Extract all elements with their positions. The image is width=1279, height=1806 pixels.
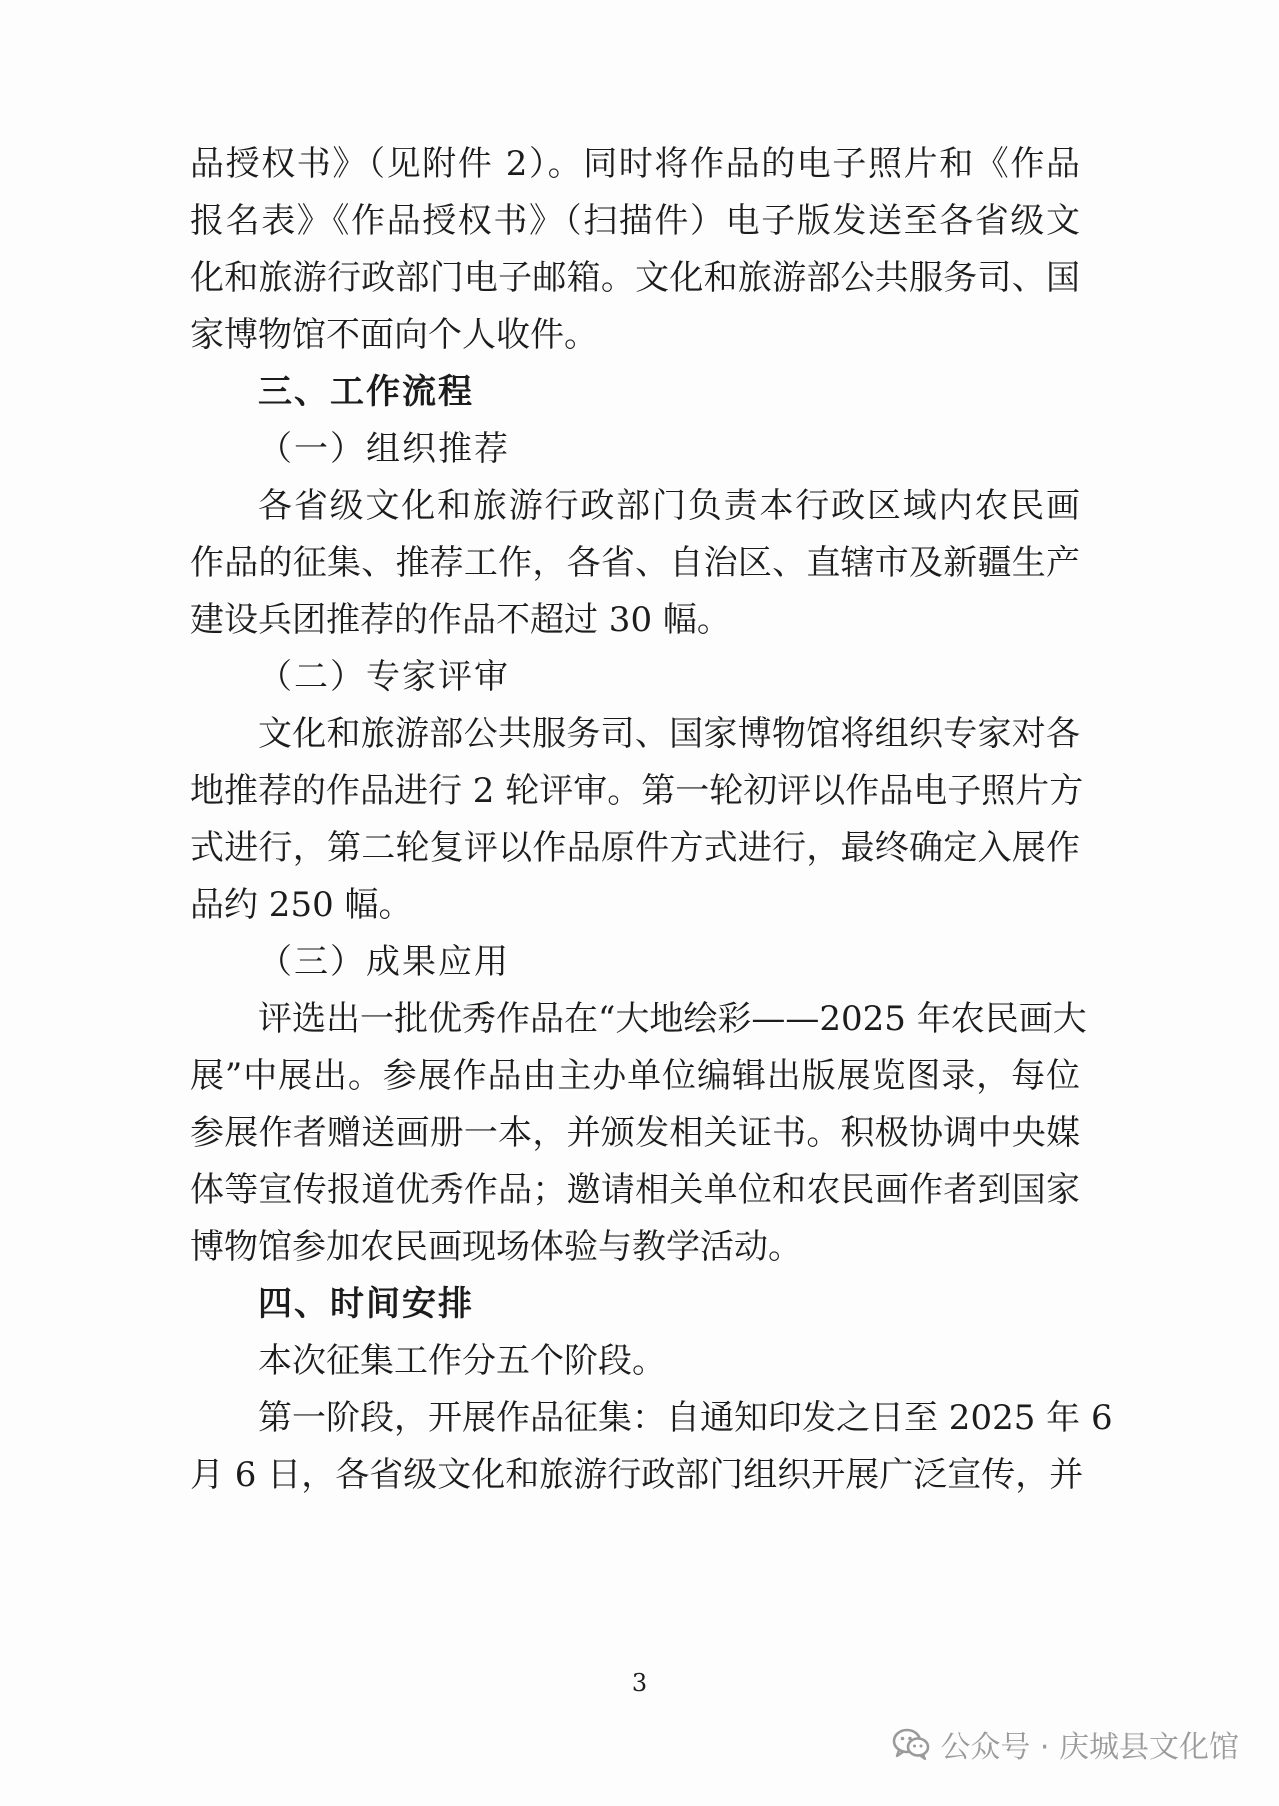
- paragraph-line: 品约 250 幅。: [190, 885, 413, 925]
- subsection-heading: （一）组织推荐: [258, 429, 510, 469]
- paragraph-line: 建设兵团推荐的作品不超过 30 幅。: [190, 600, 731, 640]
- paragraph-line: 参展作者赠送画册一本，并颁发相关证书。积极协调中央媒: [190, 1113, 1080, 1153]
- paragraph-line: 本次征集工作分五个阶段。: [258, 1341, 666, 1381]
- wechat-icon: [892, 1728, 930, 1760]
- paragraph-line: 各省级文化和旅游行政部门负责本行政区域内农民画: [258, 486, 1080, 526]
- section-heading: 三、工作流程: [258, 372, 474, 412]
- paragraph-line: 第一阶段，开展作品征集：自通知印发之日至 2025 年 6: [258, 1398, 1113, 1438]
- watermark: [892, 1722, 1239, 1766]
- paragraph-line: 化和旅游行政部门电子邮箱。文化和旅游部公共服务司、国: [190, 258, 1080, 298]
- paragraph-line: 品授权书》（见附件 2）。同时将作品的电子照片和《作品: [190, 144, 1080, 184]
- paragraph-line: 月 6 日，各省级文化和旅游行政部门组织开展广泛宣传，并: [190, 1455, 1084, 1495]
- paragraph-line: 作品的征集、推荐工作，各省、自治区、直辖市及新疆生产: [190, 543, 1080, 583]
- paragraph-line: 文化和旅游部公共服务司、国家博物馆将组织专家对各: [258, 714, 1080, 754]
- paragraph-line: 展”中展出。参展作品由主办单位编辑出版展览图录，每位: [190, 1056, 1080, 1096]
- paragraph-line: 博物馆参加农民画现场体验与教学活动。: [190, 1227, 802, 1267]
- subsection-heading: （二）专家评审: [258, 657, 510, 697]
- paragraph-line: 评选出一批优秀作品在“大地绘彩——2025 年农民画大: [258, 999, 1087, 1039]
- subsection-heading: （三）成果应用: [258, 942, 510, 982]
- section-heading: 四、时间安排: [258, 1284, 474, 1324]
- page-number: 3: [631, 1669, 648, 1697]
- paragraph-line: 体等宣传报道优秀作品；邀请相关单位和农民画作者到国家: [190, 1170, 1080, 1210]
- paragraph-line: 式进行，第二轮复评以作品原件方式进行，最终确定入展作: [190, 828, 1080, 868]
- paragraph-line: 地推荐的作品进行 2 轮评审。第一轮初评以作品电子照片方: [190, 771, 1084, 811]
- paragraph-line: 家博物馆不面向个人收件。: [190, 315, 598, 355]
- paragraph-line: 报名表》《作品授权书》（扫描件）电子版发送至各省级文: [190, 201, 1080, 241]
- watermark-text: 公众号 · 庆城县文化馆: [940, 1730, 1239, 1765]
